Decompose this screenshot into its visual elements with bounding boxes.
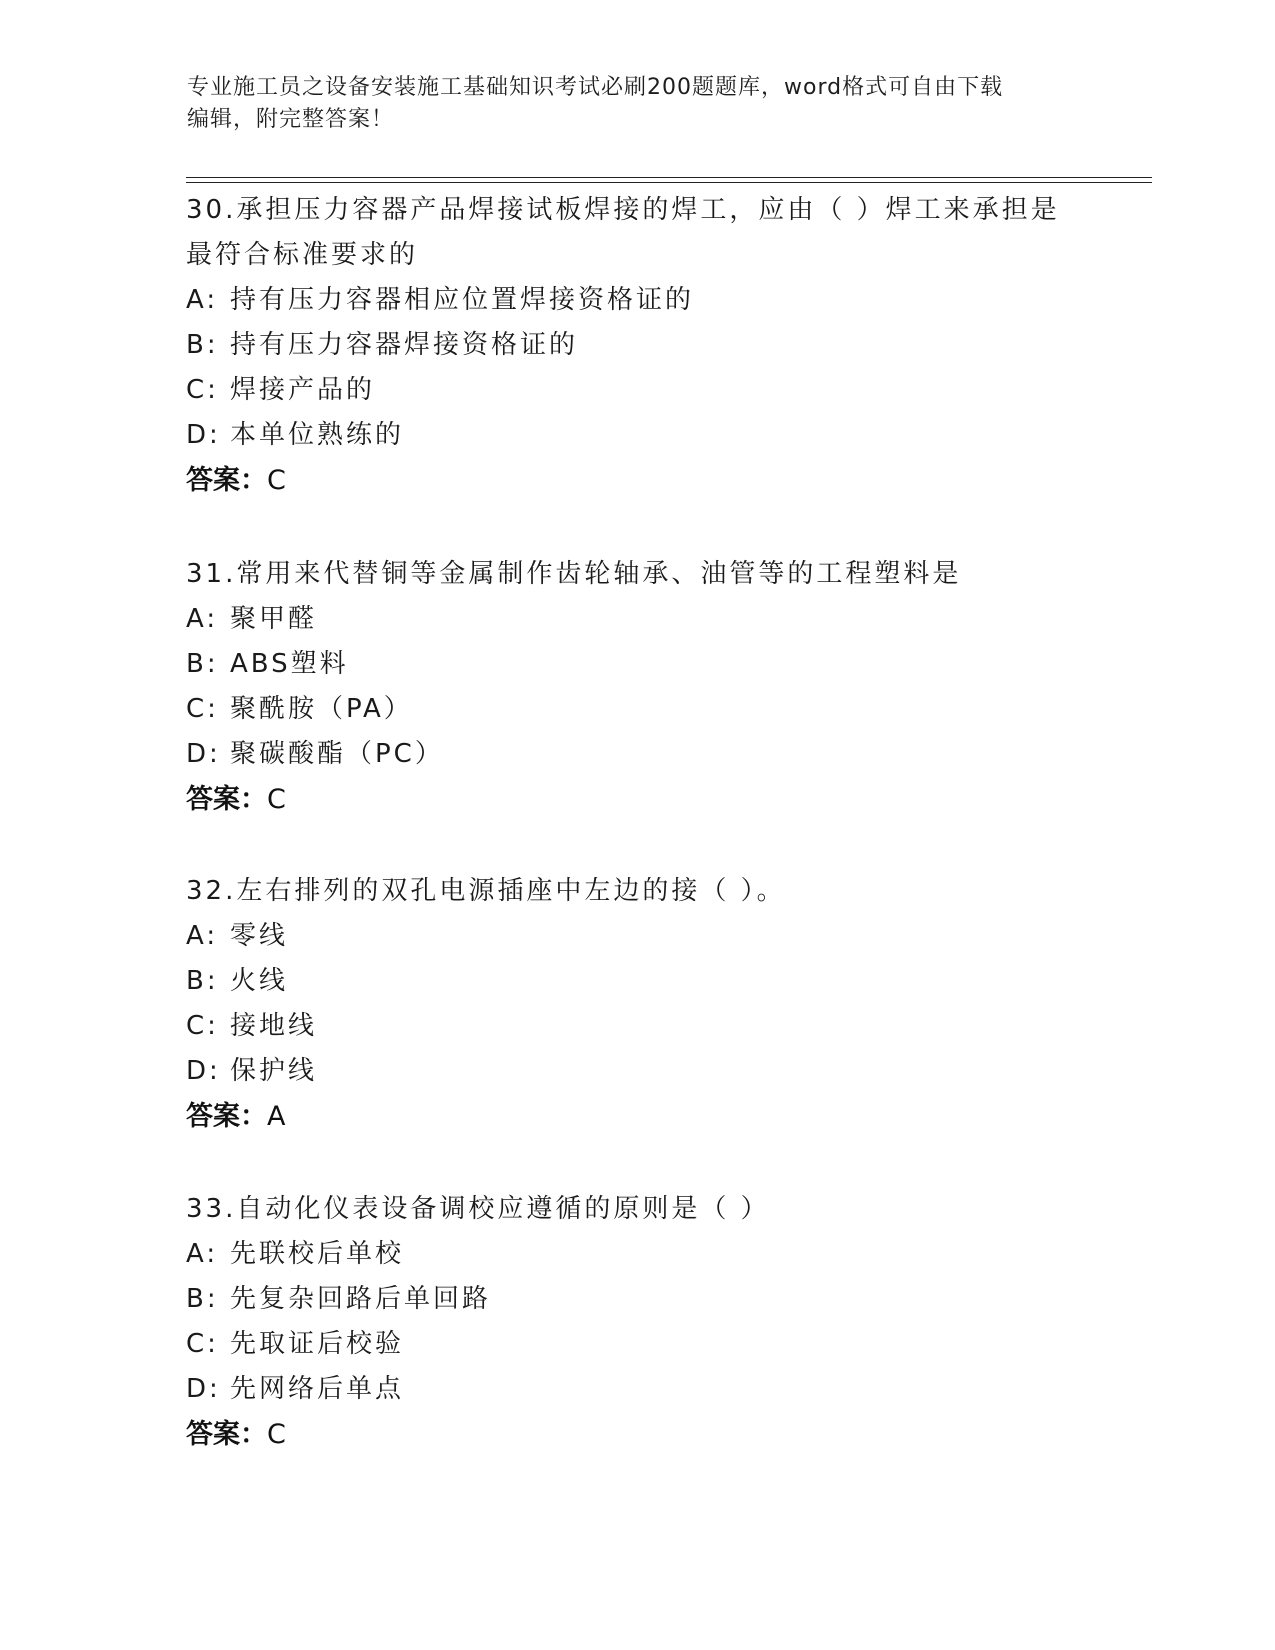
option-text: 先网络后单点 bbox=[230, 1374, 405, 1404]
option-key: A: bbox=[186, 285, 219, 315]
answer bbox=[186, 1094, 1086, 1139]
option-key: B: bbox=[186, 1284, 219, 1314]
option-a bbox=[186, 914, 1086, 959]
option-b bbox=[186, 1277, 1086, 1322]
answer bbox=[186, 458, 1086, 503]
option-text: 聚碳酸酯（PC） bbox=[230, 739, 444, 769]
question-stem-line-1: 33.自动化仪表设备调校应遵循的原则是（ ） bbox=[186, 1194, 770, 1224]
option-text: 本单位熟练的 bbox=[230, 420, 405, 450]
answer-label: 答案： bbox=[186, 465, 267, 496]
option-text: 零线 bbox=[230, 921, 289, 951]
header-line-2: 编辑，附完整答案！ bbox=[187, 107, 395, 132]
option-d bbox=[186, 1049, 1086, 1094]
option-text: 先取证后校验 bbox=[230, 1329, 405, 1359]
option-c bbox=[186, 687, 1086, 732]
answer-label: 答案： bbox=[186, 784, 267, 815]
answer-value: C bbox=[267, 1419, 286, 1450]
option-key: B: bbox=[186, 966, 219, 996]
option-key: D: bbox=[186, 739, 221, 769]
option-text: 焊接产品的 bbox=[230, 375, 376, 405]
answer-value: A bbox=[267, 1101, 286, 1132]
option-c bbox=[186, 368, 1086, 413]
header-line-1: 专业施工员之设备安装施工基础知识考试必刷200题题库，word格式可自由下载 bbox=[187, 75, 1004, 100]
option-key: A: bbox=[186, 921, 219, 951]
option-text: 火线 bbox=[230, 966, 289, 996]
option-text: 保护线 bbox=[230, 1056, 318, 1086]
question-stem-line-1: 30.承担压力容器产品焊接试板焊接的焊工，应由（ ）焊工来承担是 bbox=[186, 195, 1060, 225]
answer bbox=[186, 777, 1086, 822]
option-text: 先联校后单校 bbox=[230, 1239, 405, 1269]
option-d bbox=[186, 1367, 1086, 1412]
option-text: 持有压力容器相应位置焊接资格证的 bbox=[230, 285, 695, 315]
option-key: B: bbox=[186, 330, 219, 360]
option-c bbox=[186, 1322, 1086, 1367]
answer-label: 答案： bbox=[186, 1101, 267, 1132]
option-text: 聚酰胺（PA） bbox=[230, 694, 413, 724]
option-c bbox=[186, 1004, 1086, 1049]
answer bbox=[186, 1412, 1086, 1457]
question-stem bbox=[186, 869, 1086, 914]
option-key: C: bbox=[186, 694, 219, 724]
document-header bbox=[187, 72, 1067, 136]
option-a bbox=[186, 1232, 1086, 1277]
option-key: B: bbox=[186, 649, 219, 679]
option-key: C: bbox=[186, 1329, 219, 1359]
option-key: D: bbox=[186, 1056, 221, 1086]
option-key: A: bbox=[186, 1239, 219, 1269]
question-32 bbox=[186, 869, 1086, 1139]
question-stem bbox=[186, 1187, 1086, 1232]
question-stem-line-1: 31.常用来代替铜等金属制作齿轮轴承、油管等的工程塑料是 bbox=[186, 559, 962, 589]
answer-value: C bbox=[267, 784, 286, 815]
question-stem bbox=[186, 188, 1086, 278]
answer-value: C bbox=[267, 465, 286, 496]
option-b bbox=[186, 642, 1086, 687]
answer-label: 答案： bbox=[186, 1419, 267, 1450]
question-stem bbox=[186, 552, 1086, 597]
option-key: A: bbox=[186, 604, 219, 634]
option-text: 接地线 bbox=[230, 1011, 318, 1041]
option-key: D: bbox=[186, 1374, 221, 1404]
header-divider-bottom bbox=[186, 182, 1152, 183]
option-d bbox=[186, 413, 1086, 458]
option-text: 持有压力容器焊接资格证的 bbox=[230, 330, 579, 360]
option-text: 聚甲醛 bbox=[230, 604, 318, 634]
option-b bbox=[186, 959, 1086, 1004]
option-key: D: bbox=[186, 420, 221, 450]
question-stem-line-2: 最符合标准要求的 bbox=[186, 240, 419, 270]
option-text: 先复杂回路后单回路 bbox=[230, 1284, 492, 1314]
question-31 bbox=[186, 552, 1086, 822]
header-divider-top bbox=[186, 177, 1152, 178]
option-a bbox=[186, 597, 1086, 642]
option-d bbox=[186, 732, 1086, 777]
option-text: ABS塑料 bbox=[230, 649, 349, 679]
option-a bbox=[186, 278, 1086, 323]
option-key: C: bbox=[186, 1011, 219, 1041]
option-b bbox=[186, 323, 1086, 368]
option-key: C: bbox=[186, 375, 219, 405]
question-30 bbox=[186, 188, 1086, 503]
question-33 bbox=[186, 1187, 1086, 1457]
question-stem-line-1: 32.左右排列的双孔电源插座中左边的接（ ）。 bbox=[186, 876, 786, 906]
